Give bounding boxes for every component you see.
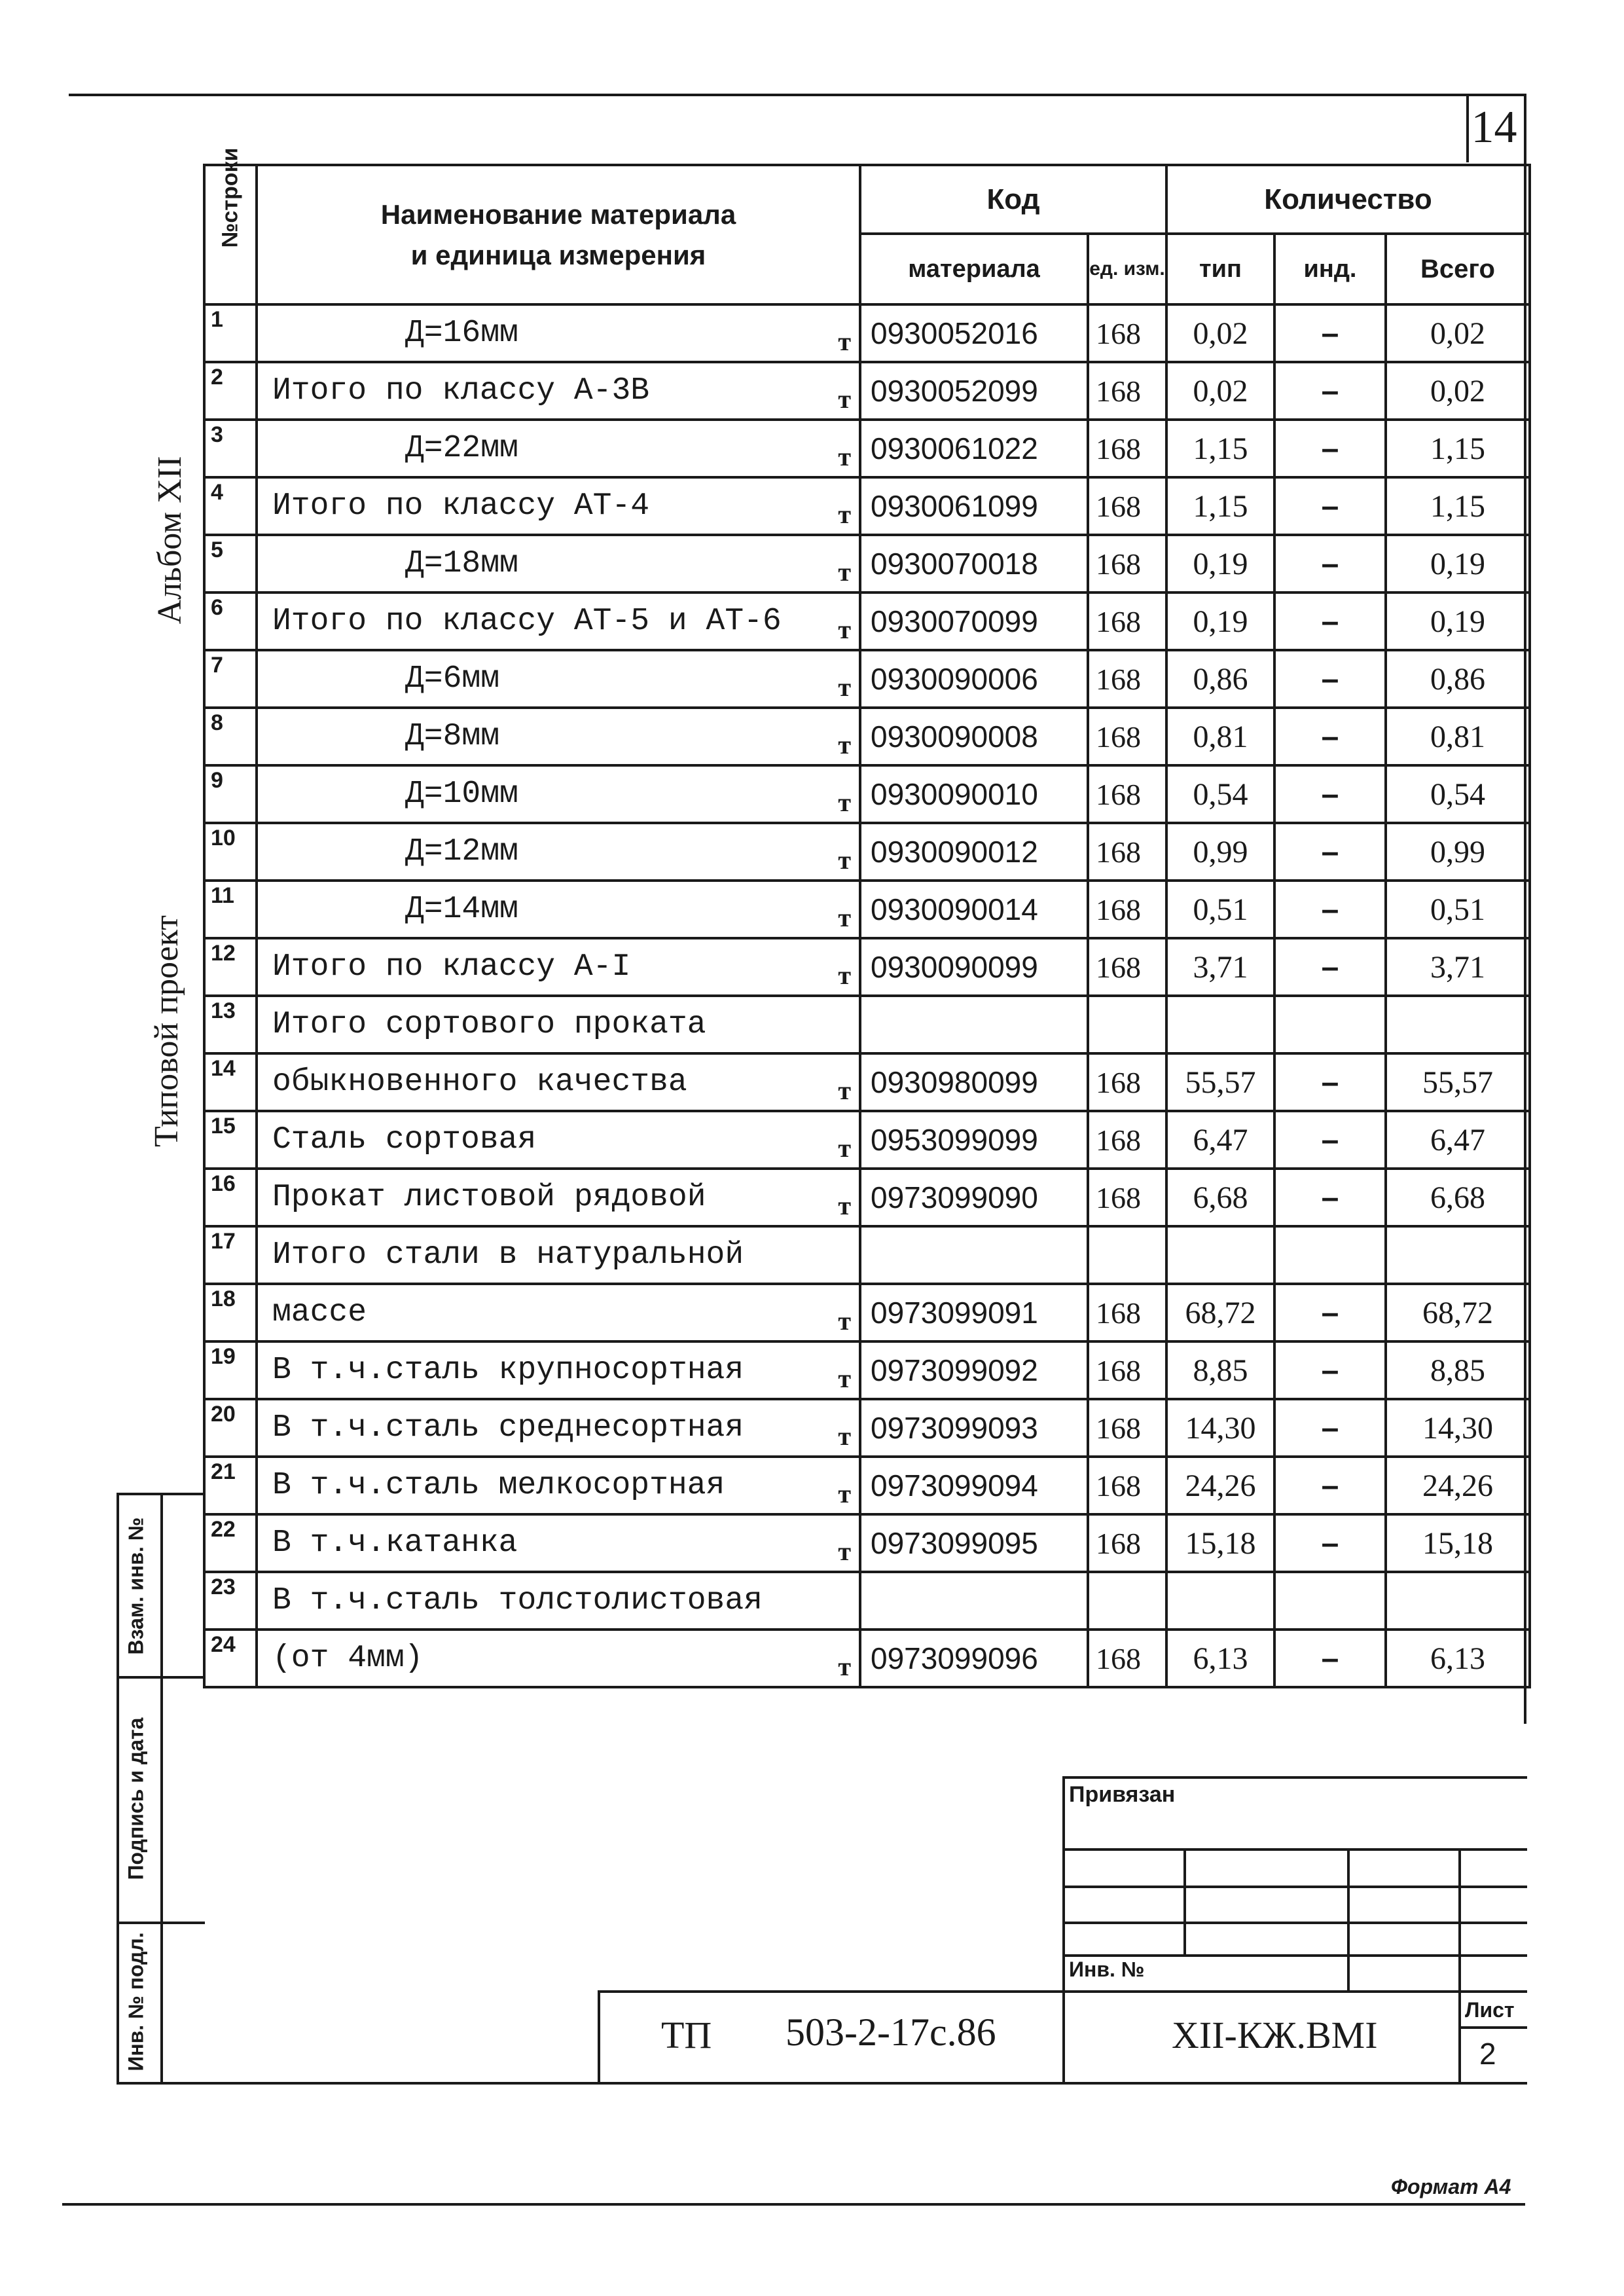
table-row [204,1169,1530,1226]
inv-orig-stamp: Инв. № подл. [124,1932,148,2071]
sheet-label: Лист [1465,1998,1515,2022]
qty-total: 6,13 [1386,1630,1530,1687]
material-name [257,1630,860,1687]
header-total: Всего [1386,234,1530,304]
material-code: 0973099093 [860,1399,1088,1457]
qty-ind: – [1274,765,1386,823]
qty-ind: – [1274,823,1386,881]
unit-code [1088,1572,1166,1630]
qty-type: 55,57 [1166,1053,1274,1111]
unit-label: т [838,1537,851,1566]
unit-code: 168 [1088,535,1166,592]
material-name [257,1399,860,1457]
unit-label: т [838,557,851,587]
table-row [204,996,1530,1053]
material-code [860,1572,1088,1630]
tb-v1 [1183,1848,1186,1956]
qty-ind [1274,1226,1386,1284]
material-code: 0930090010 [860,765,1088,823]
stamp-col-left [117,1493,119,2082]
table-row [204,535,1530,592]
signature-date-stamp: Подпись и дата [124,1717,148,1880]
qty-ind: – [1274,650,1386,708]
header-material: материала [860,234,1088,304]
material-name-text: массе [272,1295,367,1330]
qty-total: 0,19 [1386,592,1530,650]
material-name [257,1514,860,1572]
qty-ind: – [1274,1284,1386,1341]
material-name [257,1111,860,1169]
qty-total: 0,19 [1386,535,1530,592]
album-label: Альбом XII [151,456,189,625]
material-code: 0953099099 [860,1111,1088,1169]
unit-code: 168 [1088,823,1166,881]
material-code: 0930061099 [860,477,1088,535]
unit-code: 168 [1088,304,1166,362]
tb-v3 [1458,1848,1461,2084]
qty-total: 1,15 [1386,420,1530,477]
material-name [257,304,860,362]
material-name [257,1226,860,1284]
qty-total: 68,72 [1386,1284,1530,1341]
unit-label: т [838,845,851,875]
unit-code: 168 [1088,362,1166,420]
material-code: 0930090014 [860,881,1088,938]
unit-code [1088,1226,1166,1284]
qty-type: 6,68 [1166,1169,1274,1226]
tb-bound-top [1062,1776,1527,1779]
row-number: 13 [204,996,257,1053]
material-code: 0930090012 [860,823,1088,881]
qty-total: 0,54 [1386,765,1530,823]
header-name-line2: и единица измерения [410,239,706,270]
header-ind: инд. [1274,234,1386,304]
material-name [257,881,860,938]
qty-type: 6,13 [1166,1630,1274,1687]
row-number: 21 [204,1457,257,1514]
row-number: 5 [204,535,257,592]
qty-total: 0,02 [1386,304,1530,362]
unit-label: т [838,1306,851,1336]
material-code: 0930052016 [860,304,1088,362]
material-name [257,477,860,535]
qty-type: 0,99 [1166,823,1274,881]
tb-bound-left [1062,1776,1065,2084]
qty-total: 3,71 [1386,938,1530,996]
material-name-text: Сталь сортовая [272,1122,537,1157]
material-code: 0930090099 [860,938,1088,996]
row-number: 18 [204,1284,257,1341]
qty-ind: – [1274,592,1386,650]
material-name-text: Д=22мм [405,431,518,466]
material-code: 0930052099 [860,362,1088,420]
row-number: 10 [204,823,257,881]
qty-ind: – [1274,420,1386,477]
material-name [257,1284,860,1341]
qty-total [1386,996,1530,1053]
unit-code: 168 [1088,650,1166,708]
qty-ind: – [1274,1341,1386,1399]
qty-ind: – [1274,881,1386,938]
qty-type: 0,86 [1166,650,1274,708]
qty-total: 0,99 [1386,823,1530,881]
material-name-text: Д=18мм [405,546,518,581]
table-row [204,1341,1530,1399]
unit-code: 168 [1088,1457,1166,1514]
qty-ind: – [1274,477,1386,535]
material-name [257,708,860,765]
material-code [860,996,1088,1053]
material-name-text: Итого по классу АТ-5 и АТ-6 [272,604,782,639]
material-name [257,420,860,477]
qty-total: 24,26 [1386,1457,1530,1514]
material-name [257,1053,860,1111]
material-name-text: В т.ч.катанка [272,1525,518,1561]
unit-label: т [838,1421,851,1451]
row-number: 9 [204,765,257,823]
unit-code: 168 [1088,477,1166,535]
material-name [257,765,860,823]
material-code: 0930061022 [860,420,1088,477]
qty-type [1166,996,1274,1053]
table-row [204,1457,1530,1514]
unit-code: 168 [1088,1630,1166,1687]
row-number: 4 [204,477,257,535]
material-name-text: Итого стали в натуральной [272,1237,744,1273]
qty-total: 8,85 [1386,1341,1530,1399]
material-code: 0973099095 [860,1514,1088,1572]
row-number: 11 [204,881,257,938]
material-code: 0930090006 [860,650,1088,708]
table-row [204,592,1530,650]
table-row [204,881,1530,938]
qty-total: 1,15 [1386,477,1530,535]
tp-label: ТП [661,2014,712,2056]
material-name-text: Итого по классу А-3В [272,373,650,409]
unit-code: 168 [1088,1341,1166,1399]
tb-v2 [1347,1848,1350,1992]
material-code: 0973099094 [860,1457,1088,1514]
unit-label: т [838,672,851,702]
material-name-text: Итого по классу АТ-4 [272,488,650,524]
material-name-text: В т.ч.сталь мелкосортная [272,1468,725,1503]
qty-ind: – [1274,1514,1386,1572]
table-row [204,1226,1530,1284]
material-name-text: Д=14мм [405,892,518,927]
table-row [204,1399,1530,1457]
material-name [257,535,860,592]
material-code: 0973099091 [860,1284,1088,1341]
qty-total: 14,30 [1386,1399,1530,1457]
qty-ind: – [1274,1457,1386,1514]
qty-type: 0,02 [1166,304,1274,362]
qty-type: 8,85 [1166,1341,1274,1399]
row-number: 22 [204,1514,257,1572]
tb-main-left [598,1990,600,2083]
table-row [204,1630,1530,1687]
qty-ind: – [1274,708,1386,765]
replaced-inv-stamp: Взам. инв. № [124,1517,148,1655]
header-row-no [204,147,257,304]
unit-code: 168 [1088,1284,1166,1341]
qty-ind [1274,996,1386,1053]
unit-label: т [838,1364,851,1393]
material-code [860,1226,1088,1284]
table-row [204,1284,1530,1341]
qty-type: 0,54 [1166,765,1274,823]
material-code: 0973099096 [860,1630,1088,1687]
qty-total [1386,1572,1530,1630]
material-name-text: Д=12мм [405,834,518,869]
qty-type: 24,26 [1166,1457,1274,1514]
header-name-line1: Наименование материала [380,198,736,230]
material-name-text: Прокат листовой рядовой [272,1180,706,1215]
row-number: 17 [204,1226,257,1284]
stamp-col-mid [160,1493,163,2082]
row-number: 8 [204,708,257,765]
material-name [257,1341,860,1399]
qty-ind: – [1274,1169,1386,1226]
bound-label: Привязан [1069,1782,1176,1807]
project-label: Типовой проект [148,915,185,1147]
material-name-text: Д=10мм [405,776,518,812]
material-name [257,362,860,420]
material-name [257,1457,860,1514]
sheet-value: 2 [1479,2037,1496,2071]
unit-label: т [838,1479,851,1508]
table-body [204,304,1530,1687]
row-number: 24 [204,1630,257,1687]
format-label: Формат А4 [1391,2175,1511,2198]
row-number: 7 [204,650,257,708]
unit-label: т [838,1652,851,1681]
tb-h2 [1062,1886,1527,1888]
doc-code: XII-КЖ.ВМI [1172,2014,1378,2056]
qty-type: 3,71 [1166,938,1274,996]
unit-label: т [838,730,851,759]
unit-label: т [838,1191,851,1220]
unit-label: т [838,384,851,414]
unit-code: 168 [1088,1399,1166,1457]
table-row [204,765,1530,823]
header-row-no-text: №строки [217,147,243,248]
material-name [257,650,860,708]
qty-type: 0,19 [1166,535,1274,592]
material-name-text: В т.ч.сталь крупносортная [272,1353,744,1388]
unit-code: 168 [1088,420,1166,477]
unit-label: т [838,327,851,356]
table-row [204,1053,1530,1111]
stamp-div-1 [117,1676,205,1679]
qty-total: 0,51 [1386,881,1530,938]
unit-code: 168 [1088,938,1166,996]
qty-type: 1,15 [1166,477,1274,535]
header-quantity: Количество [1166,165,1530,234]
unit-label: т [838,615,851,644]
row-number: 3 [204,420,257,477]
sheet-number: 14 [1471,102,1517,153]
qty-total: 15,18 [1386,1514,1530,1572]
material-name-text: Д=8мм [405,719,500,754]
material-name-text: В т.ч.сталь толстолистовая [272,1583,763,1618]
qty-total: 55,57 [1386,1053,1530,1111]
row-number: 16 [204,1169,257,1226]
header-code: Код [860,165,1166,234]
qty-ind [1274,1572,1386,1630]
material-name-text: Итого по классу А-I [272,949,631,985]
qty-type: 0,19 [1166,592,1274,650]
table-row [204,420,1530,477]
table-row [204,304,1530,362]
qty-total: 6,68 [1386,1169,1530,1226]
qty-total: 0,86 [1386,650,1530,708]
material-name-text: В т.ч.сталь среднесортная [272,1410,744,1446]
frame-bottom-line [62,2203,1525,2206]
row-number: 19 [204,1341,257,1399]
qty-type: 14,30 [1166,1399,1274,1457]
stamp-bottom [117,2082,1527,2085]
unit-code: 168 [1088,1111,1166,1169]
material-name-text: Д=6мм [405,661,500,697]
qty-total: 6,47 [1386,1111,1530,1169]
qty-type: 0,81 [1166,708,1274,765]
row-number: 15 [204,1111,257,1169]
qty-total [1386,1226,1530,1284]
unit-code: 168 [1088,708,1166,765]
unit-code [1088,996,1166,1053]
unit-code: 168 [1088,765,1166,823]
material-name [257,823,860,881]
material-name [257,592,860,650]
header-uom: ед. изм. [1088,234,1166,304]
unit-label: т [838,1133,851,1163]
unit-code: 168 [1088,1514,1166,1572]
material-code: 0930070018 [860,535,1088,592]
table-row [204,1111,1530,1169]
table-row [204,477,1530,535]
inv-no-label: Инв. № [1069,1958,1145,1981]
unit-code: 168 [1088,881,1166,938]
tb-h3 [1062,1922,1527,1924]
table-row [204,1514,1530,1572]
header-name [257,165,860,304]
qty-type: 1,15 [1166,420,1274,477]
qty-total: 0,81 [1386,708,1530,765]
qty-type [1166,1572,1274,1630]
material-name [257,1572,860,1630]
tb-h4 [1062,1954,1527,1957]
unit-label: т [838,903,851,932]
material-name [257,938,860,996]
unit-label: т [838,960,851,990]
unit-label: т [838,442,851,471]
qty-ind: – [1274,535,1386,592]
row-number: 20 [204,1399,257,1457]
unit-code: 168 [1088,592,1166,650]
table-row [204,823,1530,881]
tb-h1 [1062,1848,1527,1851]
material-name-text: обыкновенного качества [272,1065,687,1100]
header-type: тип [1166,234,1274,304]
table-row [204,708,1530,765]
tb-main-top [598,1990,1527,1993]
row-number: 12 [204,938,257,996]
qty-ind: – [1274,1630,1386,1687]
qty-ind: – [1274,938,1386,996]
qty-type: 0,51 [1166,881,1274,938]
table-row [204,1572,1530,1630]
stamp-top [117,1493,205,1495]
frame-top-line [69,94,1525,96]
material-name [257,1169,860,1226]
material-name-text: (от 4мм) [272,1641,424,1676]
material-code: 0930090008 [860,708,1088,765]
qty-type: 15,18 [1166,1514,1274,1572]
qty-total: 0,02 [1386,362,1530,420]
table-row [204,362,1530,420]
row-number: 6 [204,592,257,650]
qty-type [1166,1226,1274,1284]
material-name-text: Д=16мм [405,316,518,351]
material-name [257,996,860,1053]
unit-label: т [838,788,851,817]
qty-ind: – [1274,362,1386,420]
qty-type: 6,47 [1166,1111,1274,1169]
doc-number: 503-2-17с.86 [785,2011,996,2054]
row-number: 14 [204,1053,257,1111]
qty-ind: – [1274,304,1386,362]
unit-code: 168 [1088,1053,1166,1111]
qty-type: 68,72 [1166,1284,1274,1341]
material-code: 0973099090 [860,1169,1088,1226]
material-code: 0930980099 [860,1053,1088,1111]
qty-ind: – [1274,1399,1386,1457]
table-row [204,650,1530,708]
material-code: 0973099092 [860,1341,1088,1399]
row-number: 23 [204,1572,257,1630]
table-row [204,938,1530,996]
unit-label: т [838,1076,851,1105]
qty-type: 0,02 [1166,362,1274,420]
row-number: 2 [204,362,257,420]
tb-sheet-split [1458,2026,1527,2029]
unit-code: 168 [1088,1169,1166,1226]
unit-label: т [838,500,851,529]
materials-table [203,147,1531,1688]
material-code: 0930070099 [860,592,1088,650]
material-name-text: Итого сортового проката [272,1007,706,1042]
qty-ind: – [1274,1053,1386,1111]
row-number: 1 [204,304,257,362]
qty-ind: – [1274,1111,1386,1169]
